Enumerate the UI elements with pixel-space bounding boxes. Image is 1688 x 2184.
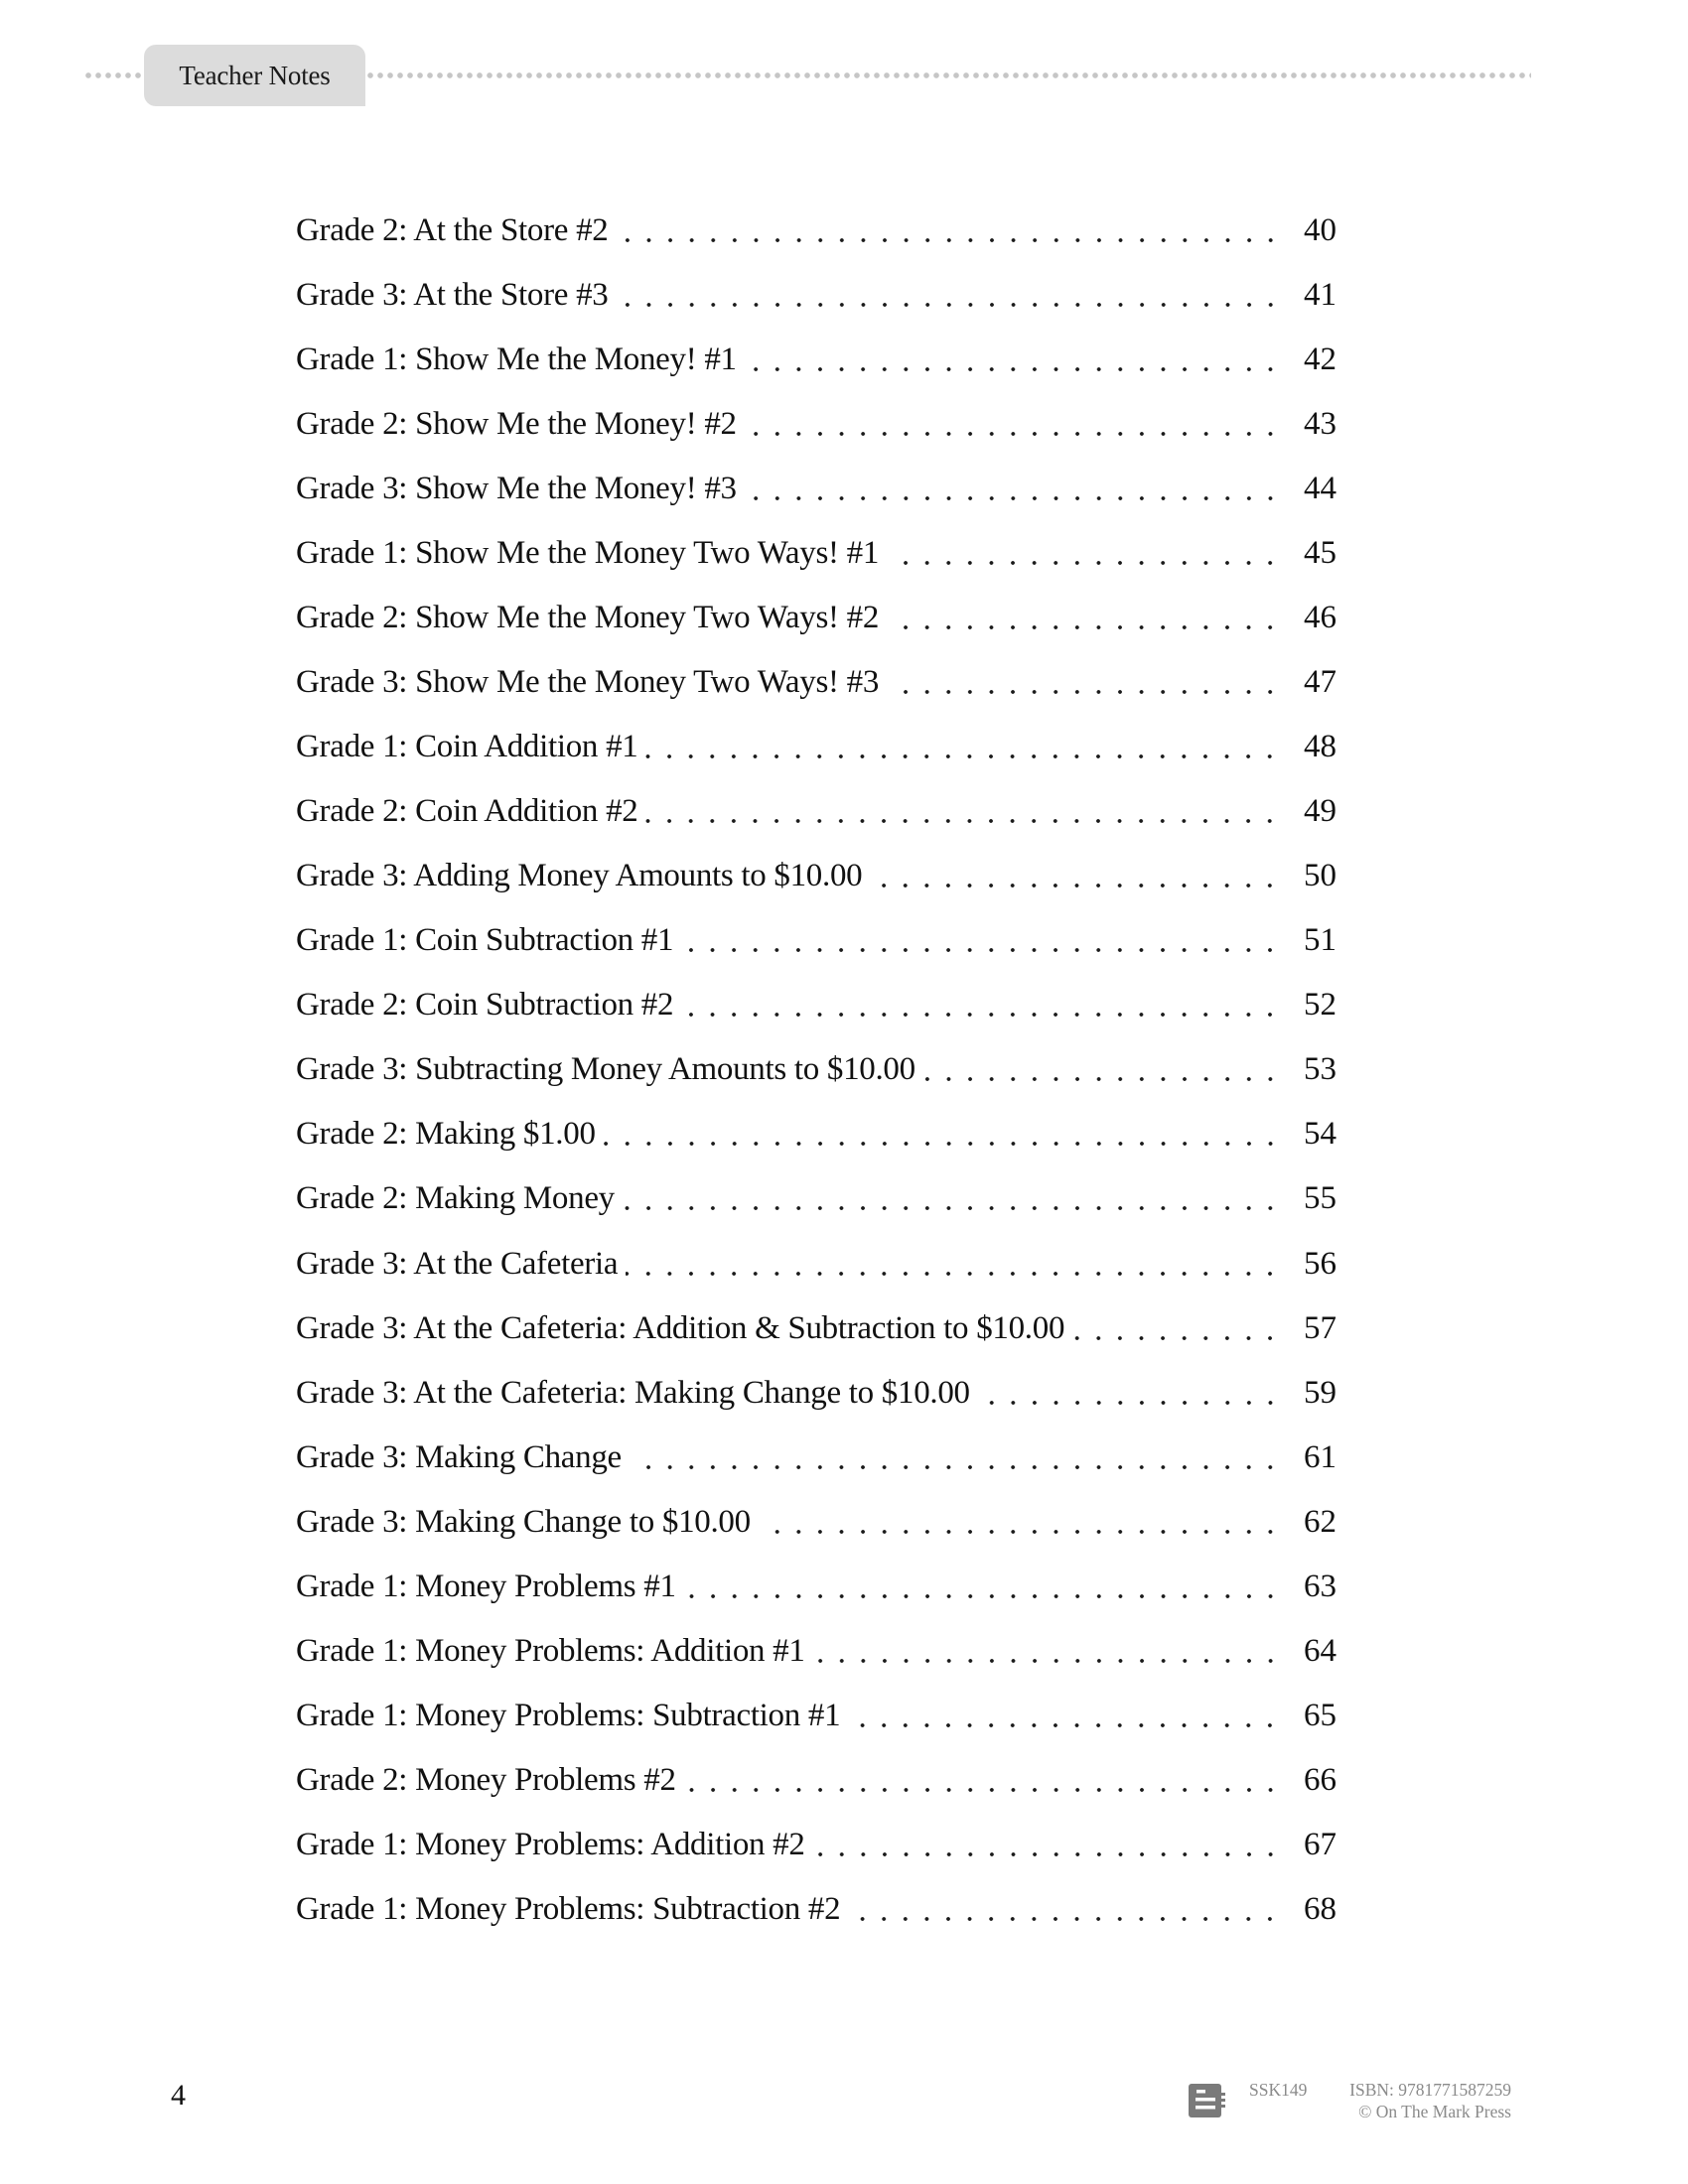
toc-entry-title: Grade 3: At the Cafeteria: Making Change to $10.00 [296, 1374, 970, 1411]
dot-leader [813, 1626, 1283, 1676]
toc-entry[interactable] [296, 1173, 1336, 1238]
toc-entry-title: Grade 1: Money Problems: Subtraction #2 [296, 1890, 841, 1927]
toc-entry-title: Grade 2: Show Me the Money! #2 [296, 406, 737, 443]
toc-entry-page: 51 [1304, 922, 1336, 959]
toc-entry[interactable] [296, 464, 1336, 528]
toc-entry-title: Grade 3: Show Me the Money Two Ways! #3 [296, 664, 880, 701]
toc-entry-page: 47 [1304, 664, 1336, 701]
dot-leader [1072, 1303, 1283, 1353]
toc-entry-page: 65 [1304, 1697, 1336, 1733]
toc-entry-page: 49 [1304, 793, 1336, 830]
product-code: SSK149 [1249, 2080, 1308, 2100]
toc-entry-title: Grade 3: Subtracting Money Amounts to $10.00 [296, 1051, 915, 1088]
toc-entry-title: Grade 3: At the Store #3 [296, 277, 609, 314]
toc-entry[interactable] [296, 1820, 1336, 1884]
dot-leader [623, 1173, 1283, 1223]
toc-entry-title: Grade 1: Money Problems: Addition #1 [296, 1632, 805, 1669]
dot-leader [745, 464, 1283, 513]
toc-entry-title: Grade 2: Making Money [296, 1180, 615, 1217]
toc-entry-title: Grade 3: Show Me the Money! #3 [296, 471, 737, 507]
dot-leader [923, 1044, 1283, 1094]
dot-leader [848, 1884, 1283, 1934]
dot-leader [978, 1368, 1283, 1418]
isbn: ISBN: 9781771587259 [1349, 2080, 1511, 2100]
toc-entry[interactable] [296, 1884, 1336, 1949]
footer-publication-info [1249, 2079, 1511, 2122]
toc-entry-title: Grade 1: Money Problems: Subtraction #1 [296, 1697, 841, 1733]
dot-leader [681, 980, 1283, 1029]
toc-entry[interactable] [296, 593, 1336, 657]
dot-leader [630, 1433, 1283, 1482]
toc-entry[interactable] [296, 1433, 1336, 1497]
dot-leader [626, 1239, 1283, 1289]
toc-entry-page: 64 [1304, 1632, 1336, 1669]
toc-entry-page: 46 [1304, 600, 1336, 636]
section-tab [144, 45, 365, 106]
dot-leader [617, 205, 1284, 255]
book-pages-icon [1188, 2083, 1227, 2118]
toc-entry-page: 62 [1304, 1503, 1336, 1540]
dot-leader [870, 851, 1283, 900]
toc-entry-title: Grade 2: Coin Addition #2 [296, 793, 638, 830]
toc-entry-title: Grade 1: Show Me the Money Two Ways! #1 [296, 535, 880, 572]
toc-entry[interactable] [296, 1626, 1336, 1691]
footer-line-codes [1249, 2079, 1511, 2101]
dot-leader [887, 528, 1283, 578]
toc-entry-title: Grade 3: Adding Money Amounts to $10.00 [296, 858, 863, 894]
dot-leader [684, 1755, 1283, 1805]
toc-entry[interactable] [296, 528, 1336, 593]
toc-entry-page: 68 [1304, 1890, 1336, 1927]
toc-entry[interactable] [296, 980, 1336, 1044]
toc-entry-page: 59 [1304, 1374, 1336, 1411]
toc-entry-title: Grade 1: Coin Subtraction #1 [296, 922, 674, 959]
toc-entry-title: Grade 1: Money Problems #1 [296, 1568, 676, 1604]
dot-leader [645, 722, 1283, 771]
dot-leader [604, 1109, 1283, 1159]
toc-entry[interactable] [296, 657, 1336, 722]
toc-entry-page: 56 [1304, 1245, 1336, 1282]
toc-entry-page: 67 [1304, 1826, 1336, 1862]
toc-entry-page: 43 [1304, 406, 1336, 443]
header-dotted-rule-left [85, 72, 145, 78]
toc-entry-page: 48 [1304, 729, 1336, 765]
toc-entry[interactable] [296, 270, 1336, 335]
toc-entry-title: Grade 3: Making Change [296, 1438, 622, 1475]
dot-leader [645, 786, 1283, 836]
toc-entry-page: 40 [1304, 212, 1336, 248]
toc-entry[interactable] [296, 1044, 1336, 1109]
toc-entry[interactable] [296, 851, 1336, 915]
toc-entry[interactable] [296, 399, 1336, 464]
dot-leader [684, 1562, 1283, 1611]
toc-entry-page: 53 [1304, 1051, 1336, 1088]
table-of-contents [296, 205, 1336, 1949]
toc-entry-title: Grade 3: At the Cafeteria [296, 1245, 619, 1282]
toc-entry-title: Grade 1: Coin Addition #1 [296, 729, 638, 765]
toc-entry-title: Grade 2: Show Me the Money Two Ways! #2 [296, 600, 880, 636]
toc-entry-page: 55 [1304, 1180, 1336, 1217]
toc-entry[interactable] [296, 205, 1336, 270]
toc-entry-page: 50 [1304, 858, 1336, 894]
toc-entry-title: Grade 2: At the Store #2 [296, 212, 609, 248]
toc-entry-page: 52 [1304, 987, 1336, 1024]
toc-entry-page: 45 [1304, 535, 1336, 572]
dot-leader [887, 593, 1283, 642]
dot-leader [848, 1691, 1283, 1740]
toc-entry[interactable] [296, 1755, 1336, 1820]
toc-entry-title: Grade 2: Money Problems #2 [296, 1761, 676, 1798]
dot-leader [745, 335, 1283, 384]
toc-entry[interactable] [296, 1562, 1336, 1626]
toc-entry-page: 66 [1304, 1761, 1336, 1798]
toc-entry-page: 61 [1304, 1438, 1336, 1475]
dot-leader [617, 270, 1284, 320]
toc-entry[interactable] [296, 335, 1336, 399]
dot-leader [813, 1820, 1283, 1869]
toc-entry-page: 54 [1304, 1116, 1336, 1153]
toc-entry[interactable] [296, 1368, 1336, 1433]
toc-entry-title: Grade 2: Coin Subtraction #2 [296, 987, 674, 1024]
toc-entry-title: Grade 3: At the Cafeteria: Addition & Subtraction to $10.00 [296, 1309, 1065, 1346]
toc-entry-title: Grade 2: Making $1.00 [296, 1116, 596, 1153]
toc-entry-title: Grade 3: Making Change to $10.00 [296, 1503, 751, 1540]
page-number: 4 [171, 2079, 186, 2112]
toc-entry-page: 63 [1304, 1568, 1336, 1604]
toc-entry[interactable] [296, 1239, 1336, 1303]
section-tab-label: Teacher Notes [179, 60, 331, 90]
toc-entry[interactable] [296, 1497, 1336, 1562]
dot-leader [887, 657, 1283, 707]
toc-entry-title: Grade 1: Show Me the Money! #1 [296, 341, 737, 378]
toc-entry[interactable] [296, 915, 1336, 980]
toc-entry-page: 41 [1304, 277, 1336, 314]
dot-leader [745, 399, 1283, 449]
header-dotted-rule-right [367, 72, 1531, 78]
copyright: © On The Mark Press [1358, 2102, 1511, 2121]
toc-entry-page: 57 [1304, 1309, 1336, 1346]
toc-entry[interactable] [296, 722, 1336, 786]
toc-entry-title: Grade 1: Money Problems: Addition #2 [296, 1826, 805, 1862]
toc-entry-page: 42 [1304, 341, 1336, 378]
toc-entry[interactable] [296, 786, 1336, 851]
toc-entry-page: 44 [1304, 471, 1336, 507]
toc-entry[interactable] [296, 1691, 1336, 1755]
dot-leader [681, 915, 1283, 965]
toc-entry[interactable] [296, 1303, 1336, 1368]
dot-leader [759, 1497, 1283, 1547]
toc-entry[interactable] [296, 1109, 1336, 1173]
